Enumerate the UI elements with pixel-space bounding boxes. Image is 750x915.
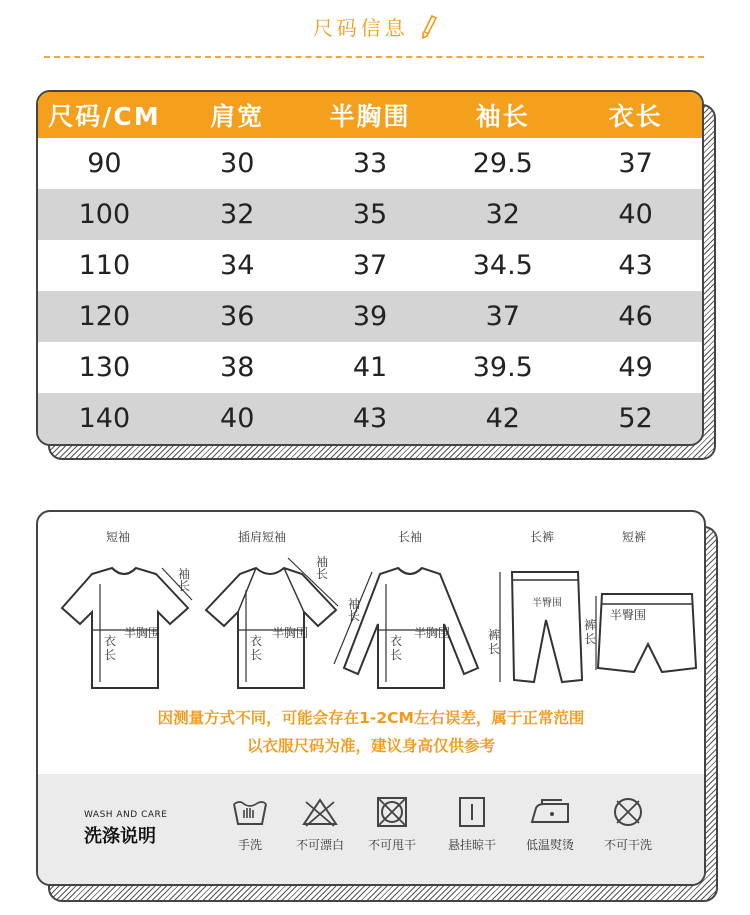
table-cell: 37	[352, 250, 388, 281]
table-cell: 39	[352, 301, 388, 332]
table-cell: 100	[78, 199, 131, 230]
sleeve-label: 袖长	[316, 555, 329, 581]
table-cell: 37	[618, 148, 653, 179]
chest-label: 半胸围	[272, 626, 309, 640]
care-label: 不可干洗	[603, 838, 652, 852]
table-row	[38, 393, 702, 444]
hang-dry-icon	[452, 796, 492, 828]
header-cell-length: 衣长	[608, 102, 663, 131]
table-cell: 37	[485, 301, 520, 332]
garment-title: 长袖	[398, 530, 423, 544]
raglan-diagram	[198, 528, 348, 688]
sleeve-label: 袖长	[178, 567, 191, 593]
long-sleeve-diagram	[328, 528, 488, 688]
table-cell: 35	[352, 199, 388, 230]
measurement-note-1: 因测量方式不同，可能会存在1-2CM左右误差，属于正常范围	[157, 709, 585, 727]
table-cell: 36	[220, 301, 255, 332]
garment-title: 短袖	[106, 530, 131, 544]
care-label: 不可甩干	[367, 838, 416, 852]
length-label: 衣长	[390, 634, 403, 662]
header-cell-sleeve: 袖长	[475, 102, 530, 131]
table-row	[38, 291, 702, 342]
table-cell: 140	[78, 403, 131, 434]
no-dry-clean-icon	[608, 796, 648, 828]
table-row	[38, 342, 702, 393]
header-cell-size: 尺码/CM	[48, 102, 161, 131]
table-cell: 34.5	[472, 250, 533, 281]
table-cell: 52	[618, 403, 653, 434]
table-cell: 110	[78, 250, 131, 281]
no-tumble-dry-icon	[372, 796, 412, 828]
measurement-card	[36, 510, 706, 886]
low-iron-icon	[528, 796, 572, 828]
table-cell: 39.5	[472, 352, 533, 383]
care-item-hang-dry	[432, 796, 512, 853]
hip-label: 半臀围	[532, 598, 562, 609]
table-cell: 34	[220, 250, 255, 281]
sleeve-label: 袖长	[348, 597, 361, 623]
table-cell: 29.5	[472, 148, 533, 179]
table-row	[38, 138, 702, 189]
table-cell: 32	[485, 199, 520, 230]
care-item-no-dry-clean	[588, 796, 668, 853]
care-label: 不可漂白	[295, 838, 344, 852]
header-divider	[44, 56, 704, 58]
shorts-diagram	[584, 528, 698, 688]
table-cell: 120	[78, 301, 131, 332]
table-cell: 42	[485, 403, 520, 434]
table-header-row	[38, 92, 702, 138]
care-label: 悬挂晾干	[447, 838, 496, 852]
page-header	[0, 0, 750, 60]
section-title	[0, 12, 750, 45]
long-pants-diagram	[488, 528, 588, 688]
size-table	[36, 90, 704, 446]
header-cell-half-chest: 半胸围	[329, 102, 411, 131]
table-cell: 33	[352, 148, 388, 179]
garment-title: 插肩短袖	[238, 530, 287, 544]
table-cell: 32	[220, 199, 255, 230]
table-row	[38, 189, 702, 240]
chest-label: 半胸围	[124, 626, 161, 640]
table-cell: 40	[618, 199, 653, 230]
care-label: 低温熨烫	[525, 838, 574, 852]
care-instructions	[38, 774, 704, 884]
table-cell: 41	[352, 352, 388, 383]
table-cell: 46	[618, 301, 653, 332]
hip-label: 半臀围	[610, 608, 647, 622]
table-cell: 40	[220, 403, 255, 434]
care-label: 手洗	[237, 838, 262, 852]
table-cell: 130	[78, 352, 131, 383]
length-label: 裤长	[584, 618, 597, 646]
section-title-text: 尺码信息	[312, 16, 409, 40]
length-label: 衣长	[104, 634, 117, 662]
pencil-icon	[421, 14, 437, 45]
table-cell: 90	[87, 148, 122, 179]
table-cell: 49	[618, 352, 653, 383]
care-item-no-bleach	[280, 796, 360, 853]
table-cell: 43	[618, 250, 653, 281]
care-item-hand-wash	[210, 796, 290, 853]
care-item-no-tumble-dry	[352, 796, 432, 853]
hand-wash-icon	[230, 796, 270, 828]
table-cell: 43	[352, 403, 388, 434]
chest-label: 半胸围	[414, 626, 451, 640]
measurement-note-2: 以衣服尺码为准，建议身高仅供参考	[246, 737, 495, 755]
short-sleeve-diagram	[52, 528, 202, 688]
table-row	[38, 240, 702, 291]
long-pants-icon	[488, 550, 588, 700]
garment-title: 短裤	[622, 530, 647, 544]
long-sleeve-shirt-icon	[328, 550, 488, 700]
table-cell: 30	[220, 148, 255, 179]
length-label: 衣长	[250, 634, 263, 662]
shorts-icon	[588, 550, 698, 700]
care-item-low-iron	[510, 796, 590, 853]
no-bleach-icon	[300, 796, 340, 828]
length-label: 裤长	[488, 628, 501, 656]
care-title-en: WASH AND CARE	[84, 810, 168, 820]
care-title-cn: 洗涤说明	[84, 826, 156, 847]
table-cell: 38	[220, 352, 255, 383]
garment-title: 长裤	[530, 530, 555, 544]
header-cell-shoulder: 肩宽	[210, 102, 265, 131]
